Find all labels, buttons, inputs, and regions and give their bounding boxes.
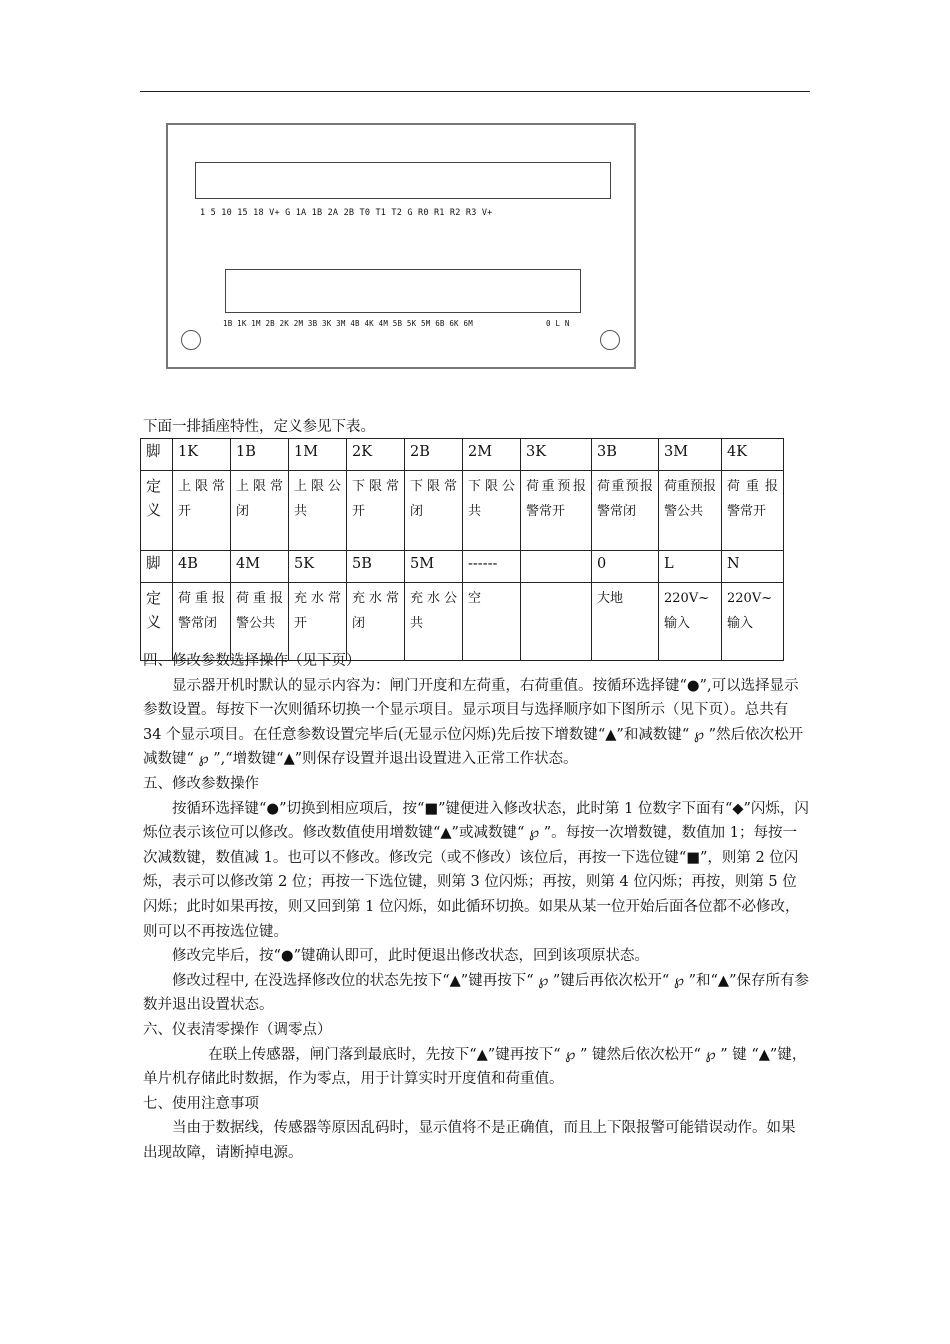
def-cell: 充水常开 <box>289 583 347 661</box>
pin-cell: 4M <box>231 551 289 583</box>
def-cell: 下限常开 <box>347 471 405 551</box>
pin-cell: 5B <box>347 551 405 583</box>
pin-cell: 2K <box>347 439 405 471</box>
def-cell: 荷重报警常闭 <box>173 583 231 661</box>
def-cell: 上限公共 <box>289 471 347 551</box>
table-caption: 下面一排插座特性，定义参见下表。 <box>143 419 375 435</box>
table-row <box>141 551 784 583</box>
def-cell: 上限常开 <box>173 471 231 551</box>
pin-cell: 4K <box>722 439 784 471</box>
section-7-paragraph: 当由于数据线，传感器等原因乱码时，显示值将不是正确值，而且上下限报警可能错误动作。如果出现故障，请断掉电源。 <box>143 1120 796 1161</box>
display-window-top <box>195 162 611 199</box>
table-row <box>141 439 784 471</box>
table-row <box>141 471 784 551</box>
pin-cell: 2M <box>463 439 521 471</box>
def-cell: 荷重报警公共 <box>231 583 289 661</box>
def-header: 定义 <box>141 583 173 661</box>
pin-cell: 3M <box>659 439 722 471</box>
pin-cell <box>521 551 592 583</box>
pin-cell: 1M <box>289 439 347 471</box>
panel-diagram <box>166 123 636 369</box>
def-cell: 荷重预报警常开 <box>521 471 592 551</box>
def-cell: 220V~输入 <box>722 583 784 661</box>
pin-cell: 1K <box>173 439 231 471</box>
section-6-paragraph: 在联上传感器，闸门落到最底时，先按下“▲”键再按下“ ℘ ” 键然后依次松开“ ℘ ” 键 “▲”键，单片机存储此时数据，作为零点，用于计算实时开度值和荷重值。 <box>143 1046 807 1088</box>
pin-cell: ------ <box>463 551 521 583</box>
section-5-title: 五、修改参数操作 <box>143 775 259 792</box>
mounting-hole-left <box>181 330 201 350</box>
pin-cell: 3K <box>521 439 592 471</box>
socket-bottom <box>225 269 581 313</box>
def-cell: 充水常闭 <box>347 583 405 661</box>
pin-cell: 3B <box>592 439 659 471</box>
section-4-paragraph: 显示器开机时默认的显示内容为：闸门开度和左荷重，右荷重值。按循环选择键“●”,可以选择显示参数设置。每按下一次则循环切换一个显示项目。显示项目与选择顺序如下图所示（见下页）。总共有 34 个显示项目。在任意参数设置完毕后(无显示位闪烁)先后按下增数键“▲”和减数键“ ℘ ”然后依次松开减数键“ ℘ ”,“增数键“▲”则保存设置并退出设置进入正常工作状态。 <box>143 677 804 768</box>
pin-definition-table <box>140 438 784 661</box>
def-cell: 上限常闭 <box>231 471 289 551</box>
top-pin-labels: 1 5 10 15 18 V+ G 1A 1B 2A 2B T0 T1 T2 G R0 R1 R2 R3 V+ <box>200 208 493 218</box>
section-6-title: 六、仪表清零操作（调零点） <box>143 1021 332 1038</box>
pin-cell: 0 <box>592 551 659 583</box>
pin-cell: 5K <box>289 551 347 583</box>
pin-header: 脚 <box>141 551 173 583</box>
section-5-paragraph-2: 修改完毕后，按“●”键确认即可，此时便退出修改状态，回到该项原状态。 <box>172 948 649 965</box>
def-cell: 充水公共 <box>405 583 463 661</box>
def-cell: 荷重报警常开 <box>722 471 784 551</box>
pin-cell: 2B <box>405 439 463 471</box>
def-header: 定义 <box>141 471 173 551</box>
pin-cell: 4B <box>173 551 231 583</box>
header-rule <box>140 91 810 92</box>
section-5-paragraph-3: 修改过程中, 在没选择修改位的状态先按下“▲”键再按下“ ℘ ”键后再依次松开“ ℘ ”和“▲”保存所有参数并退出设置状态。 <box>143 972 809 1014</box>
bottom-pin-labels-power: 0 L N <box>546 319 570 328</box>
def-cell: 220V~输入 <box>659 583 722 661</box>
pin-cell: 5M <box>405 551 463 583</box>
pin-cell: L <box>659 551 722 583</box>
mounting-hole-right <box>600 330 620 350</box>
bottom-pin-labels: 1B 1K 1M 2B 2K 2M 3B 3K 3M 4B 4K 4M 5B 5K 5M 6B 6K 6M <box>223 319 473 328</box>
pin-header: 脚 <box>141 439 173 471</box>
def-cell: 下限公共 <box>463 471 521 551</box>
def-cell: 荷重预报警公共 <box>659 471 722 551</box>
pin-cell: N <box>722 551 784 583</box>
def-cell: 荷重预报警常闭 <box>592 471 659 551</box>
def-cell: 大地 <box>592 583 659 661</box>
section-4-title: 四、修改参数选择操作（见下页） <box>143 653 361 669</box>
section-5-paragraph-1: 按循环选择键“●”切换到相应项后，按“■”键便进入修改状态，此时第 1 位数字下面有“◆”闪烁，闪烁位表示该位可以修改。修改数值使用增数键“▲”或减数键“ ℘ ”。每按一次增数键，数值加 1；每按一次减数键，数值减 1。也可以不修改。修改完（或不修改）该位后，再按一下选位键“■”，则第 2 位闪烁，表示可以修改第 2 位；再按一下选位键，则第 3 位闪烁；再按，则第 4 位闪烁；再按，则第 5 位闪烁；此时如果再按，则又回到第 1 位闪烁，如此循环切换。如果从某一位开始后面各位都不必修改，则可以不再按选位键。 <box>143 800 809 940</box>
def-cell: 下限常闭 <box>405 471 463 551</box>
pin-cell: 1B <box>231 439 289 471</box>
section-7-title: 七、使用注意事项 <box>143 1095 259 1112</box>
body-text <box>143 649 809 1165</box>
def-cell: 空 <box>463 583 521 661</box>
